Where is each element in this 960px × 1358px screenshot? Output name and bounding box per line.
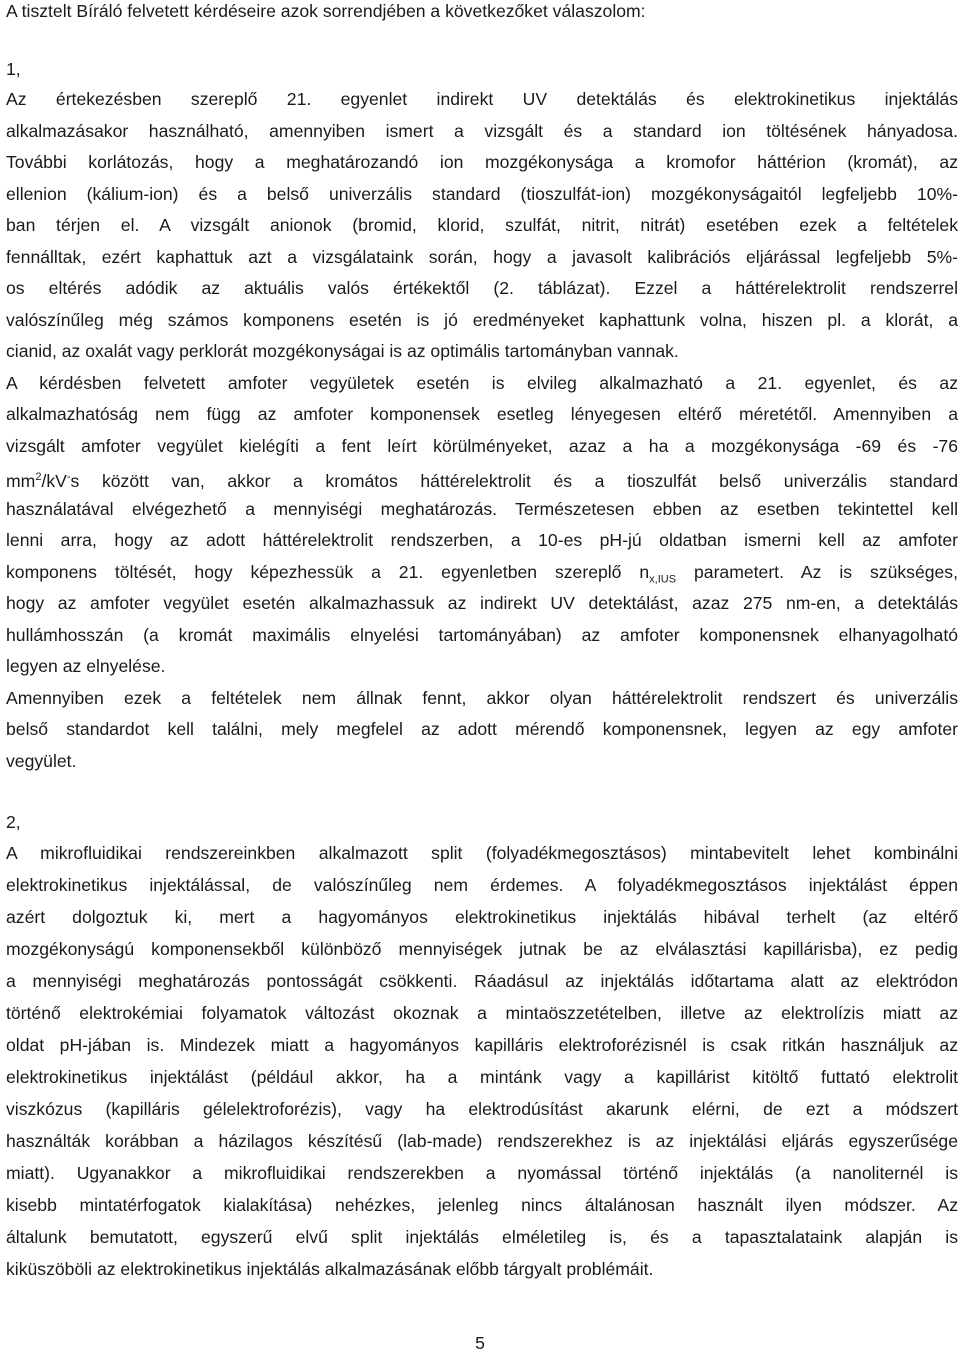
text-line: Amennyiben ezek a feltételek nem állnak fennt, akkor olyan háttérelektrolit rendszert és univerzális — [6, 687, 958, 708]
param-subscript: x,IUS — [649, 573, 677, 586]
text-line: hogy az amfoter vegyület esetén alkalmazhassuk az indirekt UV detektálást, azaz 275 nm-en, a detektálás — [6, 593, 958, 613]
text-line: viszkózus (kapilláris gélelektroforézis), vagy ha elektrodúsítást akarunk elérni, de ezt a módszert — [6, 1099, 958, 1119]
text-line: valószínűleg még számos komponens esetén is jó eredményeket kaphattunk volna, hiszen pl. a klorát, a — [6, 309, 958, 330]
text-line: A kérdésben felvetett amfoter vegyületek esetén is elvileg alkalmazható a 21. egyenlet, és az — [6, 372, 958, 393]
text-line: legyen az elnyelése. — [6, 656, 166, 676]
text-line: belső standardot kell találni, mely megfelel az adott mérendő komponensnek, legyen az egy amfoter — [6, 719, 958, 739]
section-2-paragraph-1 — [6, 837, 958, 1285]
unit-line — [6, 462, 958, 494]
section-1-paragraph-2 — [6, 368, 958, 683]
unit-exponent: 2 — [35, 471, 42, 483]
text-line: További korlátozás, hogy a meghatározandó ion mozgékonysága a kromofor háttérion (kromát), az — [6, 152, 958, 172]
spacer — [6, 26, 958, 54]
unit-line-rest: s között van, akkor a kromátos háttérelektrolit és a tioszulfát belső univerzális standard — [70, 470, 958, 491]
text-line: történő elektrokémiai folyamatok változást okoznak a mintaöszzetételben, illetve az elektrolízis miatt az — [6, 1003, 958, 1023]
text-line: mozgékonyságú komponensekből különböző mennyiségek jutnak be az elválasztási kapillárisba), ez pedig — [6, 939, 958, 959]
text-line: elektrokinetikus injektálást (például akkor, ha a mintánk vagy a kapillárist kitöltő futtató elektrolit — [6, 1067, 958, 1087]
text-line: használták korábban a házilagos készítésű (lab-made) rendszerekhez is az injektálási eljárás egyszerűsége — [6, 1131, 958, 1151]
text-line: miatt). Ugyanakkor a mikrofluidikai rendszerekben a nyomással történő injektálás (a nanoliternél is — [6, 1163, 958, 1183]
text-line: cianid, az oxalát vagy perklorát mozgékonyságai is az optimális tartományban vannak. — [6, 341, 679, 361]
text-line: alkalmazásakor használható, amennyiben ismert a vizsgált és a standard ion töltésének hányadosa. — [6, 120, 958, 141]
spacer — [6, 777, 958, 807]
param-line — [6, 557, 958, 589]
text-line: hullámhosszán (a kromát maximális elnyelési tartományában) az amfoter komponensnek elhanyagolható — [6, 624, 958, 645]
document-page — [6, 0, 958, 1285]
text-line: ban térjen el. A vizsgált anionok (bromid, klorid, szulfát, nitrit, nitrát) esetében ezek a feltételek — [6, 215, 958, 235]
text-line: vegyület. — [6, 750, 77, 771]
text-line: kisebb mintatérfogatok kialakítása) nehézkes, jelenleg nincs általánosan használt ilyen módszer. Az — [6, 1195, 958, 1215]
text-line: oldat pH-jában is. Mindezek miatt a hagyományos kapilláris elektroforézisnél is csak ritkán használjuk az — [6, 1035, 958, 1055]
text-line: használatával elvégezhető a mennyiségi meghatározás. Természetesen ebben az esetben tekintettel kell — [6, 498, 958, 519]
page-number: 5 — [475, 1333, 485, 1353]
text-line: azért dolgoztuk ki, mert a hagyományos elektrokinetikus injektálás hibával terhelt (az eltérő — [6, 907, 958, 927]
section-2-number: 2, — [6, 812, 21, 832]
unit-mm: mm — [6, 470, 36, 491]
text-line: kiküszöböli az elektrokinetikus injektálás alkalmazásának előbb tárgyalt problémáit. — [6, 1259, 654, 1279]
section-1-number: 1, — [6, 59, 21, 79]
param-line-rest: parametert. Az is szükséges, — [676, 561, 958, 582]
text-line: vizsgált amfoter vegyület kielégíti a fent leírt körülményeket, azaz a ha a mozgékonysága -69 és -76 — [6, 435, 958, 456]
section-1-paragraph-1 — [6, 84, 958, 368]
text-line: fennálltak, ezért kaphattuk azt a vizsgálataink során, hogy a javasolt kalibrációs eljárással legfeljebb 5%- — [6, 246, 958, 267]
text-line: általunk bemutatott, egyszerű elvű split injektálás elméletileg is, és a tapasztalataink alapján is — [6, 1227, 958, 1247]
intro-line: A tisztelt Bíráló felvetett kérdéseire azok sorrendjében a következőket válaszolom: — [6, 1, 646, 21]
unit-kv: /kV — [41, 470, 67, 491]
section-1-paragraph-3 — [6, 683, 958, 778]
text-line: elektrokinetikus injektálással, de valószínűleg nem érdemes. A folyadékmegosztásos injektálást éppen — [6, 875, 958, 895]
text-line: a mennyiségi meghatározás pontosságát csökkenti. Ráadásul az injektálás időtartama alatt az elektródon — [6, 971, 958, 991]
text-line: A mikrofluidikai rendszereinkben alkalmazott split (folyadékmegosztásos) mintabevitelt lehet kombinálni — [6, 843, 958, 863]
unit-minus: - — [66, 471, 71, 483]
param-line-start: komponens töltését, hogy képezhessük a 21. egyenletben szereplő n — [6, 561, 650, 582]
text-line: alkalmazhatóság nem függ az amfoter komponensek esetleg lényegesen eltérő méretétől. Amennyiben a — [6, 404, 958, 424]
text-line: Az értekezésben szereplő 21. egyenlet indirekt UV detektálás és elektrokinetikus injektálás — [6, 89, 958, 109]
text-line: os eltérés adódik az aktuális valós értékektől (2. táblázat). Ezzel a háttérelektrolit rendszerrel — [6, 278, 958, 298]
text-line: ellenion (kálium-ion) és a belső univerzális standard (tioszulfát-ion) mozgékonyságaitól legfeljebb 10%- — [6, 183, 958, 204]
text-line: lenni arra, hogy az adott háttérelektrolit rendszerben, a 10-es pH-jú oldatban ismerni kell az amfoter — [6, 530, 958, 550]
